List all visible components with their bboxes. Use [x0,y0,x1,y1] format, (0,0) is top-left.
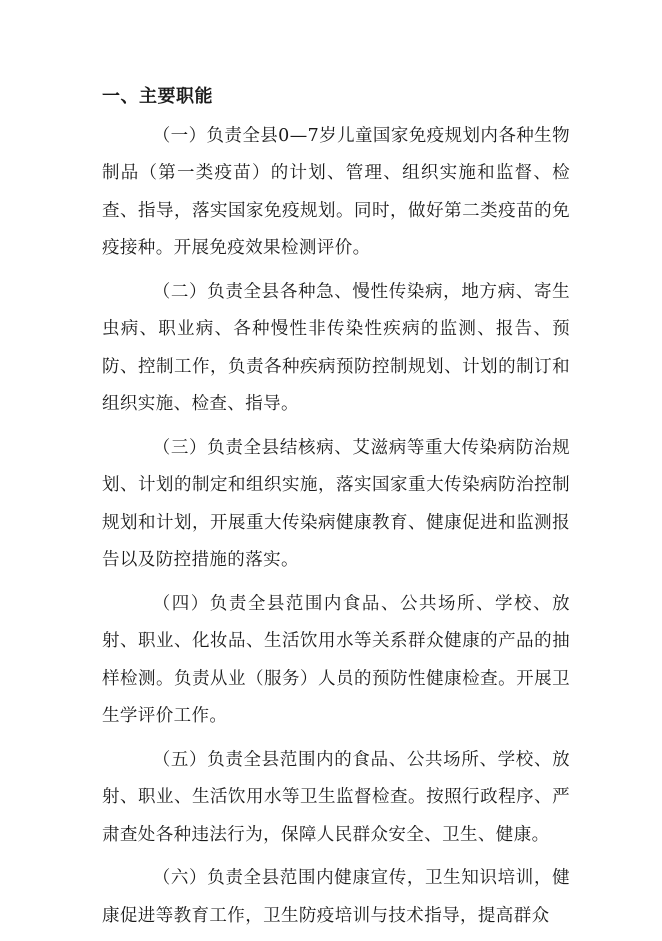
body-text [102,118,570,941]
paragraph-2: （二）负责全县各种急、慢性传染病，地方病、寄生虫病、职业病、各种慢性非传染性疾病的监测、报告、预防、控制工作，负责各种疾病预防控制规划、计划的制订和组织实施、检查、指导。 [102,281,570,415]
paragraph-5: （五）负责全县范围内的食品、公共场所、学校、放射、职业、生活饮用水等卫生监督检查。按照行政程序、严肃查处各种违法行为，保障人民群众安全、卫生、健康。 [102,749,570,845]
section-heading: 一、主要职能 [102,86,213,107]
paragraph-6: （六）负责全县范围内健康宣传，卫生知识培训，健康促进等教育工作，卫生防疫培训与技术指导，提高群众 [102,868,570,926]
paragraph-3: （三）负责全县结核病、艾滋病等重大传染病防治规划、计划的制定和组织实施，落实国家重大传染病防治控制规划和计划，开展重大传染病健康教育、健康促进和监测报告以及防控措施的落实。 [102,437,570,571]
paragraph-1: （一）负责全县0—7岁儿童国家免疫规划内各种生物制品（第一类疫苗）的计划、管理、组织实施和监督、检查、指导，落实国家免疫规划。同时，做好第二类疫苗的免疫接种。开展免疫效果检测评价。 [102,126,570,259]
paragraph-4: （四）负责全县范围内食品、公共场所、学校、放射、职业、化妆品、生活饮用水等关系群众健康的产品的抽样检测。负责从业（服务）人员的预防性健康检查。开展卫生学评价工作。 [102,593,570,726]
